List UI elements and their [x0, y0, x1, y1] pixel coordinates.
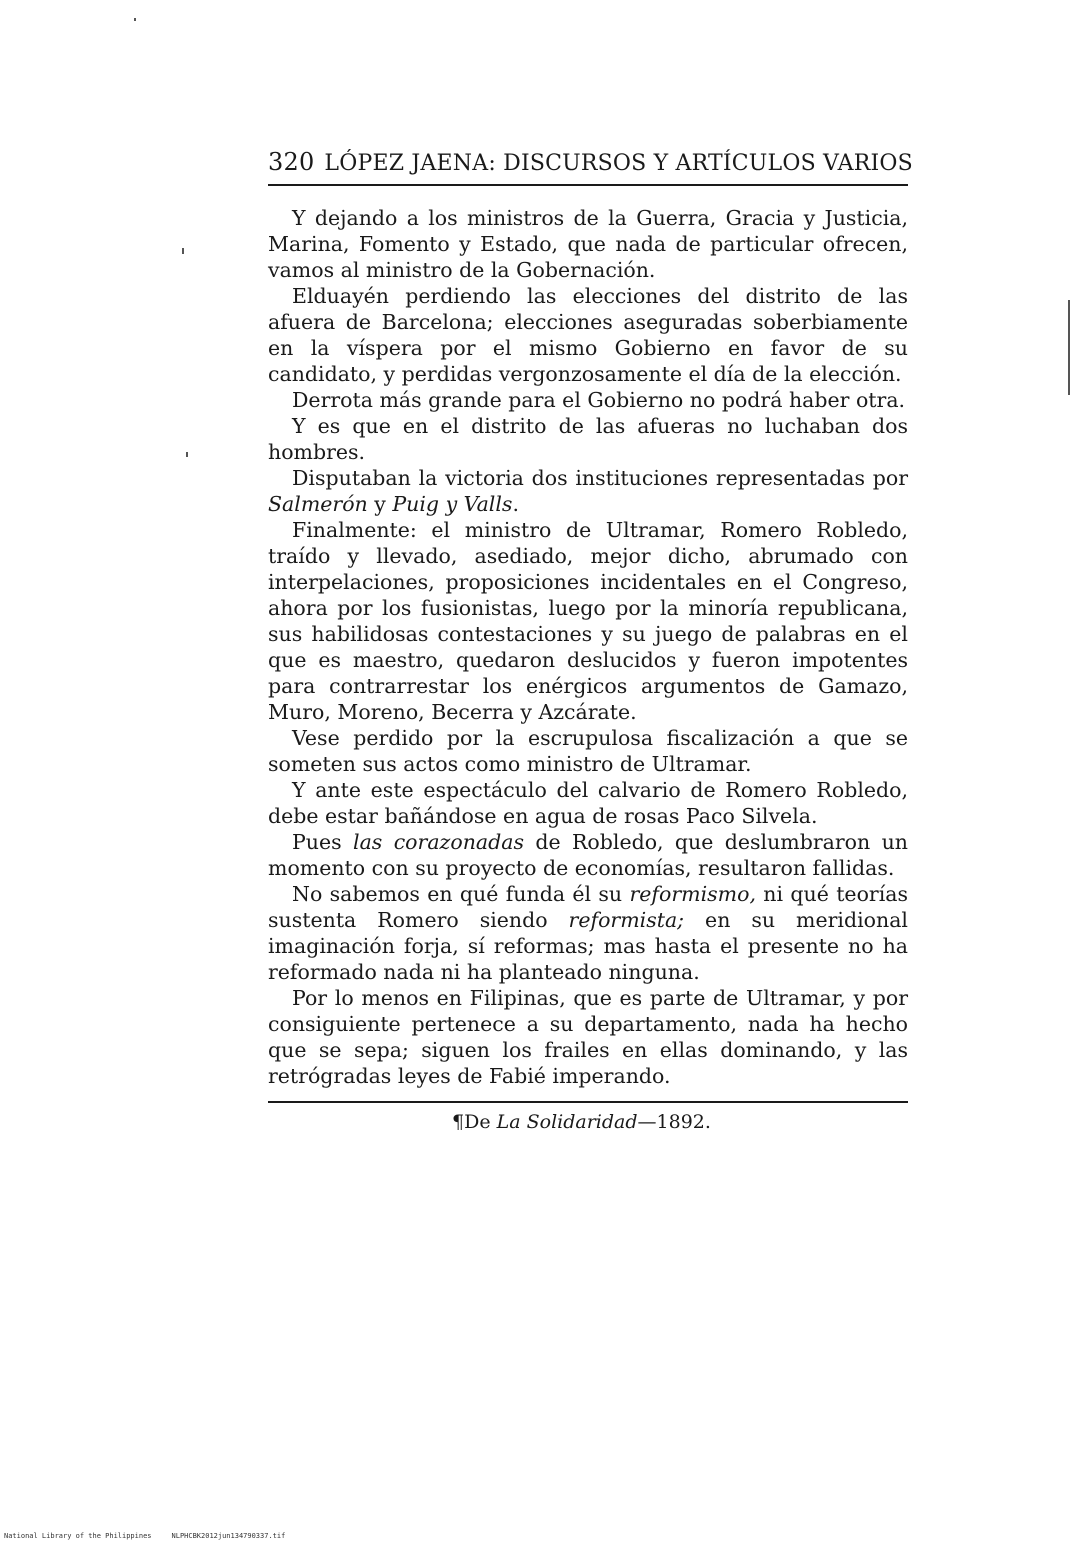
source-prefix: De [464, 1111, 497, 1133]
paragraph [268, 465, 908, 517]
emphasis-name: Salmerón [268, 492, 368, 516]
paragraph-text: Disputaban la victoria dos instituciones representadas por [292, 466, 908, 490]
paragraph: Finalmente: el ministro de Ultramar, Romero Robledo, traído y llevado, asediado, mejor dicho, abrumado con interpelaciones, proposiciones incidentales en el Congreso, ahora por los fusionistas, luego por la minoría republicana, sus habilidosas contestaciones y su juego de palabras en el que es maestro, quedaron deslucidos y fueron impotentes para contrarrestar los enérgicos argumentos de Gamazo, Muro, Moreno, Becerra y Azcárate. [268, 518, 908, 724]
running-header [268, 148, 913, 176]
paragraph: Y ante este espectáculo del calvario de Romero Robledo, debe estar bañándose en agua de rosas Paco Silvela. [268, 778, 908, 828]
pilcrow-icon: ¶ [452, 1111, 465, 1133]
scan-footer [4, 1532, 305, 1540]
source-year: —1892. [637, 1111, 711, 1133]
paragraph-text: en su meridional imaginación forja, sí reformas; mas hasta el presente no ha reformado nada ni ha planteado ninguna. [268, 908, 908, 984]
emphasis-word: reformista; [568, 908, 685, 932]
header-rule [268, 184, 908, 186]
running-title: LÓPEZ JAENA: DISCURSOS Y ARTÍCULOS VARIOS [324, 151, 913, 176]
emphasis-word: reformismo, [629, 882, 756, 906]
paragraph-text: ni qué teorías sustenta Romero siendo [268, 882, 909, 932]
paragraph: Elduayén perdiendo las elecciones del distrito de las afuera de Barcelona; elecciones aseguradas soberbiamente en la víspera por el mismo Gobierno en favor de su candidato, y perdidas vergonzosamente el día de la elección. [268, 284, 908, 386]
paragraph: Por lo menos en Filipinas, que es parte de Ultramar, y por consiguiente pertenece a su departamento, nada ha hecho que se sepa; siguen los frailes en ellas dominando, y las retrógradas leyes de Fabié imperando. [268, 986, 908, 1088]
paragraph-text: . [512, 492, 519, 516]
scan-library: National Library of the Philippines [4, 1532, 152, 1540]
scan-speck [182, 248, 184, 254]
scan-speck [134, 18, 136, 21]
footer-rule [268, 1101, 908, 1103]
paragraph [268, 881, 908, 985]
source-publication: La Solidaridad [496, 1111, 638, 1133]
paragraph-text: No sabemos en qué funda él su [292, 882, 630, 906]
paragraph: Vese perdido por la escrupulosa fiscalización a que se someten sus actos como ministro de Ultramar. [268, 726, 908, 776]
source-citation [452, 1111, 711, 1133]
paragraph-text: de Robledo, que deslumbraron un momento con su proyecto de economías, resultaron fallidas. [268, 830, 909, 880]
paragraph-text: y [367, 492, 393, 516]
paragraph-text: Pues [292, 830, 354, 854]
emphasis-phrase: las corazonadas [353, 830, 524, 854]
paragraph: Derrota más grande para el Gobierno no podrá haber otra. [292, 388, 906, 412]
paragraph: Y es que en el distrito de las afueras no luchaban dos hombres. [268, 414, 908, 464]
page-number: 320 [268, 148, 315, 176]
scan-edge-mark [1068, 300, 1070, 395]
paragraph [268, 829, 908, 881]
scan-file-id: NLPHCBK2012jun134790337.tif [171, 1532, 286, 1540]
emphasis-name: Puig y Valls [392, 492, 513, 516]
article-body [268, 205, 908, 1089]
paragraph: Y dejando a los ministros de la Guerra, Gracia y Justicia, Marina, Fomento y Estado, que nada de particular ofrecen, vamos al ministro de la Gobernación. [268, 206, 908, 282]
scan-speck [186, 452, 188, 457]
